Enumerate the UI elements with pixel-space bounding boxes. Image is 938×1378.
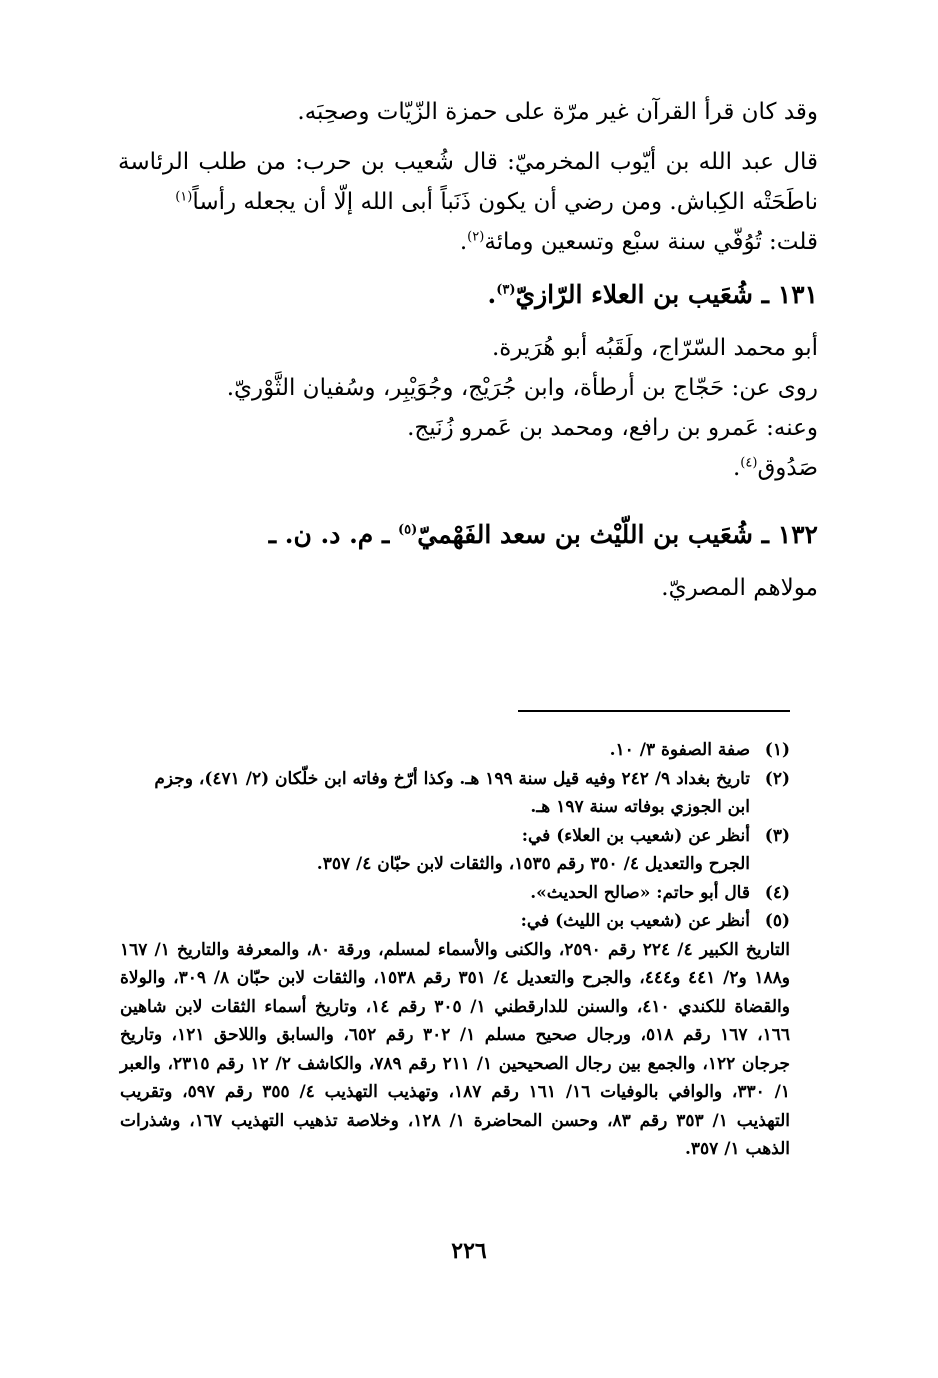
- entry-131-line-4: [118, 448, 818, 488]
- footnote-number: (٢): [764, 768, 790, 789]
- footnote-number: (٣): [764, 825, 790, 846]
- main-text: [118, 92, 818, 608]
- footnote-2-continuation: ابن الجوزي بوفاته سنة ١٩٧ هـ.: [530, 797, 750, 817]
- entry-131-title: ١٣١ ـ شُعَيب بن العلاء الرّازيّ: [515, 280, 818, 309]
- footnote-text: أنظر عن (شعيب بن العلاء) في:: [521, 825, 750, 846]
- entry-131-line-1: أبو محمد السّرّاج، ولَقَبُه أبو هُرَيرة.: [492, 335, 818, 361]
- entry-131-line-2: روى عن: حَجّاج بن أرطأة، وابن جُرَيْج، وجُوَيْبِر، وسُفيان الثَّوْريّ.: [226, 375, 818, 401]
- entry-131-heading: ١٣١ ـ شُعَيب بن العلاء الرّازيّ$^{(٣)}$.: [487, 280, 818, 309]
- body-line-1: وقد كان قرأ القرآن غير مرّة على حمزة الزّيّات وصحِبَه.: [297, 99, 818, 125]
- body-paragraph-2: [118, 142, 818, 222]
- footnote-ref-2: (٢): [467, 229, 485, 245]
- footnote-number: (٥): [764, 911, 790, 931]
- footnote-1: [120, 736, 790, 765]
- entry-132-sigla: ـ م. د. ن. ـ: [268, 520, 398, 549]
- entry-132-line-1: مولاهم المصريّ.: [661, 575, 818, 601]
- footnote-text: أنظر عن (شعيب بن الليث) في:: [520, 911, 750, 931]
- footnote-text: صفة الصفوة ٣/ ١٠.: [609, 740, 750, 760]
- footnote-5: [120, 907, 790, 936]
- footnote-4: [120, 879, 790, 908]
- footnote-5-continuation: التاريخ الكبير ٤/ ٢٢٤ رقم ٢٥٩٠، والكنى والأسماء لمسلم، ورقة ٨٠، والمعرفة والتاريخ ١/ ١٦٧ و١٨٨ و٢/ ٤٤١ و٤٤٤، والجرح والتعديل ٤/ ٣٥١ رقم ١٥٣٨، والثقات لابن حبّان ٨/ ٣٠٩، والولاة والقضاة للكندي ٤١٠، والسنن للدارقطني ١/ ٣٠٥ رقم ١٤، وتاريخ أسماء الثقات لابن شاهين ١٦٦، ١٦٧ رقم ٥١٨، ورجال صحيح مسلم ١/ ٣٠٢ رقم ٦٥٢، والسابق واللاحق ١٢١، وتاريخ جرجان ١٢٢، والجمع بين رجال الصحيحين ١/ ٢١١ رقم ٧٨٩، والكاشف ٢/ ١٢ رقم ٢٣١٥، والعبر ١/ ٣٣٠، والوافي بالوفيات ١٦/ ١٦١ رقم ١٨٧، وتهذيب التهذيب ٤/ ٣٥٥ رقم ٥٩٧، وتقريب التهذيب ١/ ٣٥٣ رقم ٨٣، وحسن المحاضرة ١/ ١٢٨، وخلاصة تذهيب التهذيب ١٦٧، وشذرات الذهب ١/ ٣٥٧.: [120, 939, 790, 1159]
- footnote-ref-3: (٣): [496, 282, 516, 298]
- footnote-2: [120, 765, 790, 794]
- footnote-number: (٤): [764, 882, 790, 903]
- para2-text: قال عبد الله بن أيّوب المخرميّ: قال شُعيب بن حرب: من طلب الرئاسة ناطَحَتْه الكِباش. ومن رضي أن يكون ذَنَباً أبى الله إلّا أن يجعله رأساً: [118, 149, 818, 215]
- page-number: ٢٢٦: [451, 1238, 487, 1264]
- entry-131-line-3: وعنه: عَمرو بن رافع، ومحمد بن عَمرو زُنَيج.: [407, 415, 818, 441]
- footnote-number: (١): [764, 740, 790, 760]
- entry-131-line-4-end: .: [732, 455, 741, 481]
- entry-132-heading: [118, 512, 818, 558]
- footnote-3-continuation: الجرح والتعديل ٤/ ٣٥٠ رقم ١٥٣٥، والثقات لابن حبّان ٤/ ٣٥٧.: [316, 854, 750, 874]
- entry-132-title: ١٣٢ ـ شُعَيب بن اللّيْث بن سعد الفَهْميّ: [417, 520, 818, 549]
- footnote-ref-1: (١): [175, 189, 193, 205]
- qult-line: قلت: تُوُفّي سنة سبْع وتسعين ومائة$^{(٢)}$.: [459, 229, 818, 255]
- footnote-3: [120, 822, 790, 851]
- footnotes: [120, 736, 790, 1164]
- footnote-text: تاريخ بغداد ٩/ ٢٤٢ وفيه قيل سنة ١٩٩ هـ. وكذا أرّخ وفاته ابن خلّكان (٢/ ٤٧١)، وجزم: [154, 768, 750, 789]
- entry-131-line-4-text: صَدُوق: [757, 455, 818, 481]
- footnote-ref-4: (٤): [740, 455, 758, 471]
- footnote-ref-5: (٥): [397, 522, 418, 538]
- footnote-text: قال أبو حاتم: «صالح الحديث».: [530, 882, 750, 903]
- footnote-separator: [518, 710, 790, 712]
- qult-text: قلت: تُوُفّي سنة سبْع وتسعين ومائة: [484, 229, 818, 255]
